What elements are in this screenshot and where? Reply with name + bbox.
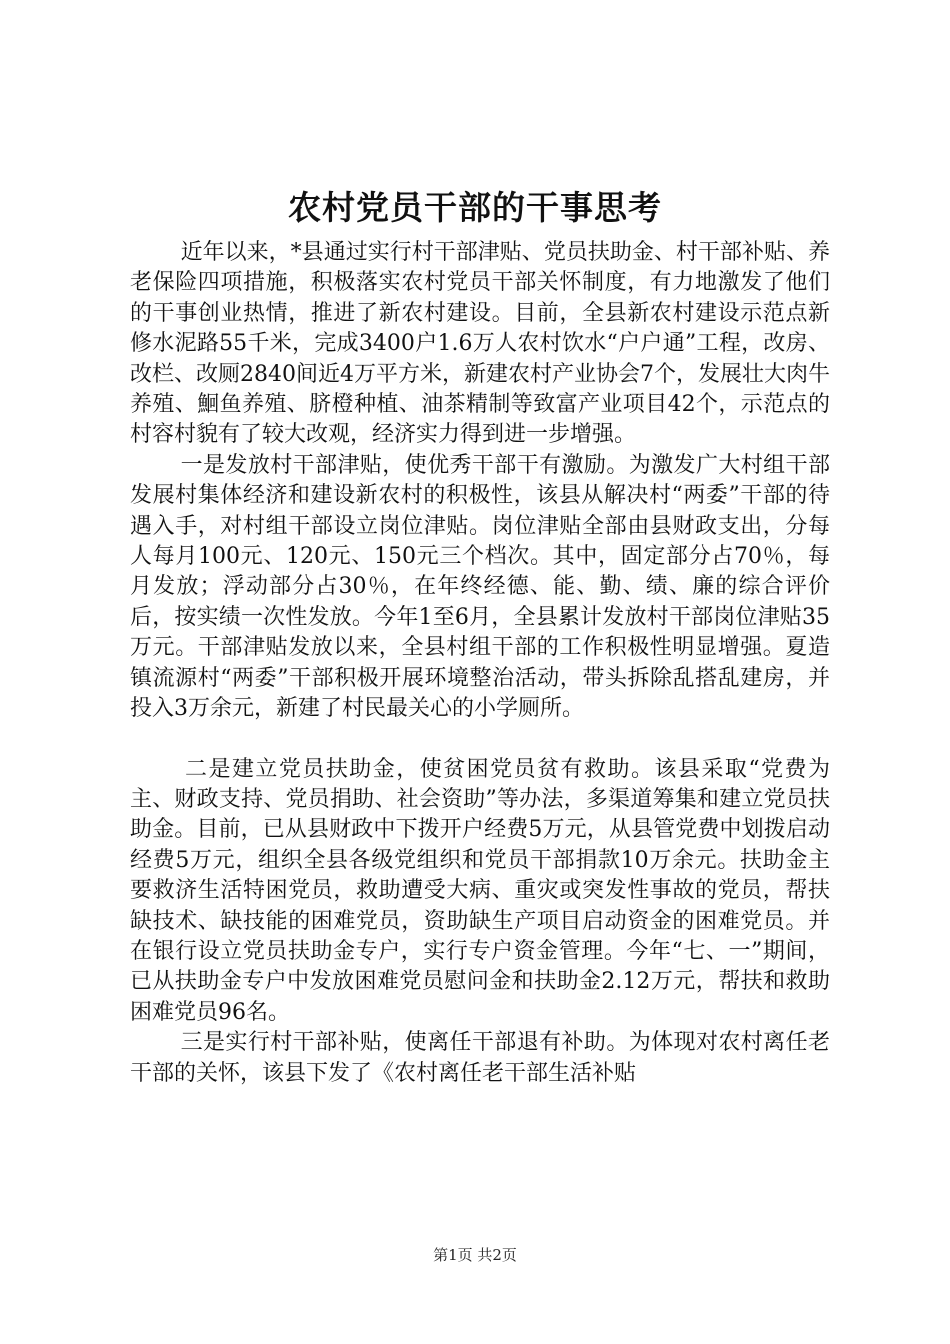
page-number-footer: 第1页 共2页 [433,1246,517,1264]
paragraph-point-one: 一是发放村干部津贴，使优秀干部干有激励。为激发广大村组干部发展村集体经济和建设新农村的积极性，该县从解决村“两委”干部的待遇入手，对村组干部设立岗位津贴。岗位津贴全部由县财政支出，分每人每月100元、120元、150元三个档次。其中，固定部分占70％，每月发放；浮动部分占30％，在年终经德、能、勤、绩、廉的综合评价后，按实绩一次性发放。今年1至6月，全县累计发放村干部岗位津贴35万元。干部津贴发放以来，全县村组干部的工作积极性明显增强。夏造镇流源村“两委”干部积极开展环境整治活动，带头拆除乱搭乱建房，并投入3万余元，新建了村民最关心的小学厕所。 [130,452,830,722]
document-body [130,238,830,1089]
paragraph-point-two: 二是建立党员扶助金，使贫困党员贫有救助。该县采取“党费为主、财政支持、党员捐助、社会资助”等办法，多渠道筹集和建立党员扶助金。目前，已从县财政中下拨开户经费5万元，从县管党费中划拨启动经费5万元，组织全县各级党组织和党员干部捐款10万余元。扶助金主要救济生活特困党员，救助遭受大病、重灾或突发性事故的党员，帮扶缺技术、缺技能的困难党员，资助缺生产项目启动资金的困难党员。并在银行设立党员扶助金专户，实行专户资金管理。今年“七、一”期间，已从扶助金专户中发放困难党员慰问金和扶助金2.12万元，帮扶和救助困难党员96名。 [130,756,830,1025]
paragraph-intro: 近年以来，*县通过实行村干部津贴、党员扶助金、村干部补贴、养老保险四项措施，积极落实农村党员干部关怀制度，有力地激发了他们的干事创业热情，推进了新农村建设。目前，全县新农村建设示范点新修水泥路55千米，完成3400户1.6万人农村饮水“户户通”工程，改房、改栏、改厕2840间近4万平方米，新建农村产业协会7个，发展壮大肉牛养殖、鮰鱼养殖、脐橙种植、油茶精制等致富产业项目42个，示范点的村容村貌有了较大改观，经济实力得到进一步增强。 [130,240,830,448]
document-title: 农村党员干部的干事思考 [288,188,662,227]
paragraph-point-three: 三是实行村干部补贴，使离任干部退有补助。为体现对农村离任老干部的关怀，该县下发了《农村离任老干部生活补贴 [130,1030,830,1086]
